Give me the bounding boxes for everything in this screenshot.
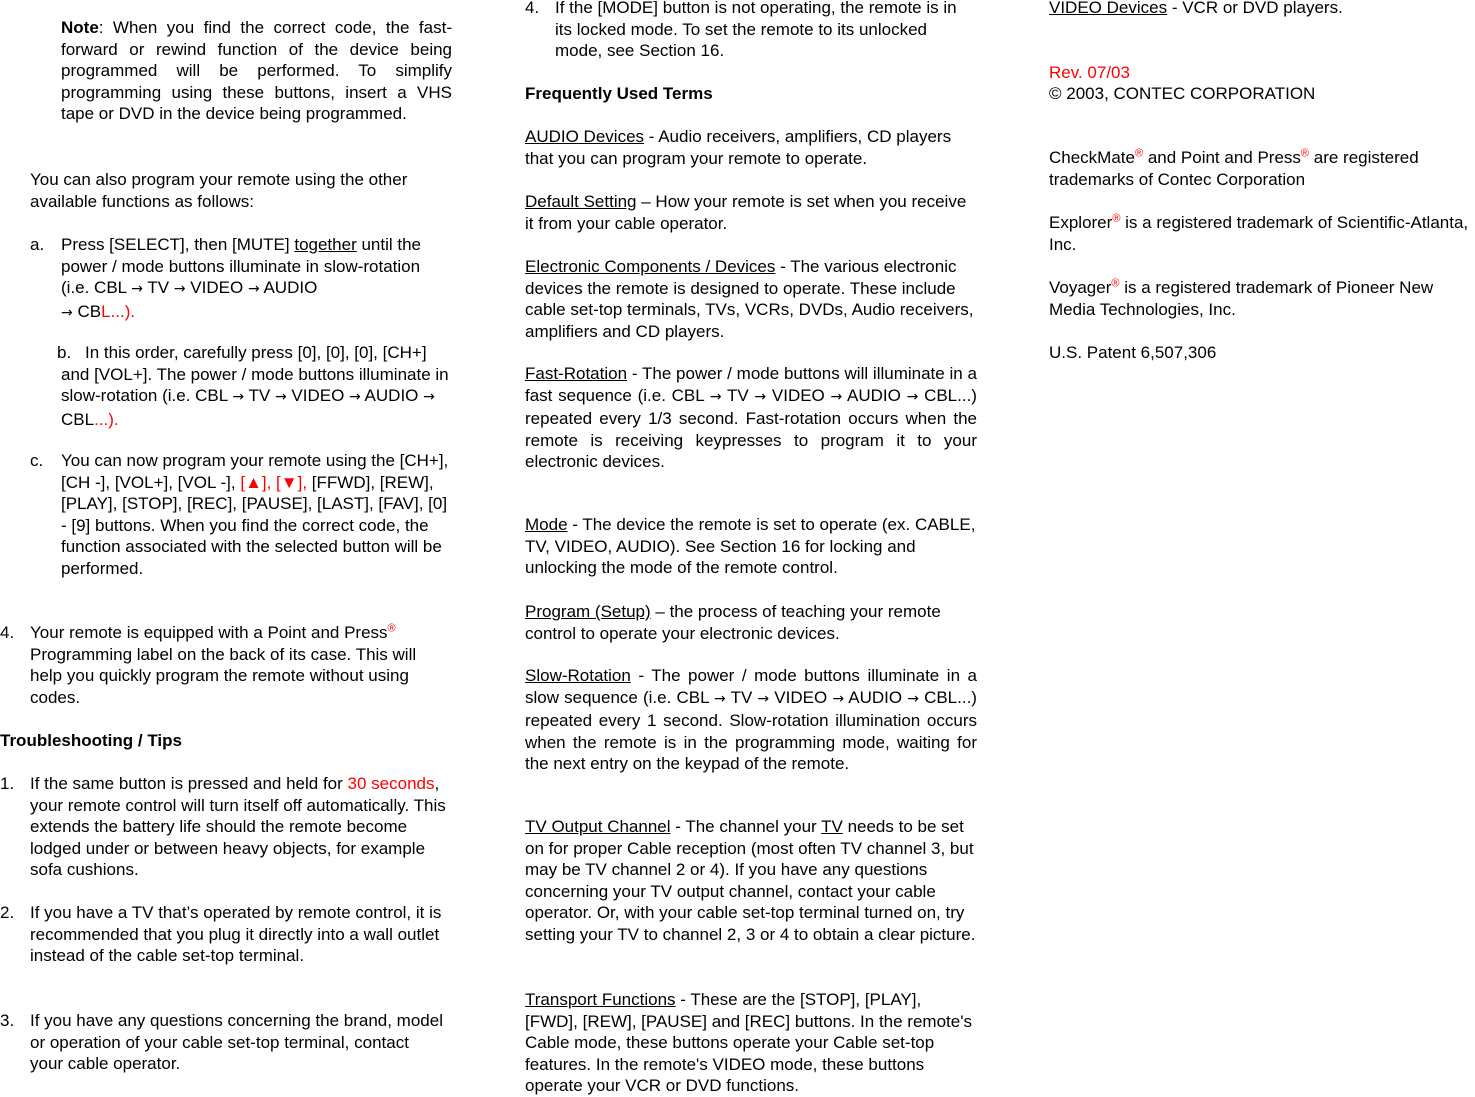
arrow-right-icon: → xyxy=(757,690,770,707)
step-c-text: You can now program your remote using the [CH+], [CH -], [VOL+], [VOL -], [▲], [▼], [FFWD], [REW], [PLAY], [STOP], [REC], [PAUSE], [LAST], [FAV], [0] - [9] buttons. When you find the correct code, the function associated with the selected button will be performed. xyxy=(61,451,449,578)
tip-2-text: If you have a TV that’s operated by remote control, it is recommended that you plug it directly into a wall outlet instead of the cable set-top terminal. xyxy=(30,903,442,966)
term-label: VIDEO Devices xyxy=(1049,0,1168,17)
term-tv-output-channel: TV Output Channel - The channel your TV needs to be set on for proper Cable reception (most often TV channel 3, but may be TV channel 2 or 4). If you have any questions concerning your TV output channel, contact your cable operator. Or, with your cable set-top terminal turned on, try setting your TV to channel 2, 3 or 4 to obtain a clear picture. xyxy=(525,817,976,944)
term-audio-devices: AUDIO Devices - Audio receivers, amplifiers, CD players that you can program your remote to operate. xyxy=(525,127,952,168)
step-b-text: In this order, carefully press [0], [0], [0], [CH+] and [VOL+]. The power / mode buttons illuminate in slow-rotation (i.e. CBL → TV → VIDEO → AUDIO → CBL...). xyxy=(61,343,449,429)
term-label: AUDIO Devices xyxy=(525,127,645,146)
arrow-right-icon: → xyxy=(906,388,919,405)
trademark-voyager: Voyager® is a registered trademark of Pioneer New Media Technologies, Inc. xyxy=(1049,277,1434,319)
term-fast-rotation: Fast-Rotation - The power / mode buttons will illuminate in a fast sequence (i.e. CBL → TV → VIDEO → AUDIO → CBL...) repeated every 1/3 second. Fast-rotation occurs when the remote is receiving keypresses to program it to your electronic devices. xyxy=(525,364,977,472)
registered-mark: ® xyxy=(1111,277,1120,290)
step-c xyxy=(30,450,452,580)
term-label: Default Setting xyxy=(525,192,637,211)
registered-mark: ® xyxy=(387,622,396,635)
tip-4-marker: 4. xyxy=(525,0,540,17)
arrow-right-icon: → xyxy=(714,690,726,707)
term-transport-functions: Transport Functions - These are the [STOP], [PLAY], [FWD], [REW], [PAUSE] and [REC] buttons. In the remote's Cable mode, these buttons operate your Cable set-top features. In the remote's VIDEO mode, these buttons operate your VCR or DVD functions. xyxy=(525,990,972,1096)
arrow-right-icon: → xyxy=(131,281,143,298)
registered-mark: ® xyxy=(1134,147,1144,160)
tip-1-text: If the same button is pressed and held for 30 seconds, your remote control will turn itself off automatically. This extends the battery life should the remote become lodged under or between heavy objects, for example sofa cushions. xyxy=(30,774,446,880)
trademark-explorer: Explorer® is a registered trademark of Scientific-Atlanta, Inc. xyxy=(1049,212,1469,254)
term-label: Fast-Rotation xyxy=(525,364,628,383)
item-4-marker: 4. xyxy=(0,623,15,642)
tip-3 xyxy=(0,1010,452,1075)
terms-heading: Frequently Used Terms xyxy=(525,84,713,103)
tip-4-text: If the [MODE] button is not operating, the remote is in its locked mode. To set the remote to its unlocked mode, see Section 16. xyxy=(555,0,957,61)
term-label: Program (Setup) xyxy=(525,602,651,621)
term-label: Mode xyxy=(525,515,568,534)
item-4-text: Your remote is equipped with a Point and Press® Programming label on the back of its case. This will help you quickly program the remote without using codes. xyxy=(30,622,417,707)
note-paragraph xyxy=(61,17,452,125)
trademark-checkmate: CheckMate® and Point and Press® are registered trademarks of Contec Corporation xyxy=(1049,147,1419,189)
arrow-right-icon: → xyxy=(274,389,287,406)
arrow-right-icon: → xyxy=(232,389,245,406)
copyright: © 2003, CONTEC CORPORATION xyxy=(1049,84,1316,103)
tip-2 xyxy=(0,902,452,967)
arrow-right-icon: → xyxy=(754,388,767,405)
note-text: : When you find the correct code, the fast-forward or rewind function of the device being programmed will be performed. To simplify programming using these buttons, insert a VHS tape or DVD in the device being programmed. xyxy=(61,18,452,124)
arrow-right-icon: → xyxy=(247,281,260,298)
term-mode: Mode - The device the remote is set to operate (ex. CABLE, TV, VIDEO, AUDIO). See Section 16 for locking and unlocking the mode of the remote control. xyxy=(525,515,976,578)
tip-4 xyxy=(525,0,977,62)
term-label: Slow-Rotation xyxy=(525,666,631,685)
term-electronic-components: Electronic Components / Devices - The various electronic devices the remote is designed to operate. These include cable set-top terminals, TVs, VCRs, DVDs, Audio receivers, amplifiers and CD players. xyxy=(525,257,974,341)
term-program-setup: Program (Setup) – the process of teaching your remote control to operate your electronic devices. xyxy=(525,602,941,643)
arrow-right-icon: → xyxy=(709,388,722,405)
also-program-paragraph: You can also program your remote using the other available functions as follows: xyxy=(30,170,408,211)
arrow-right-icon: → xyxy=(61,304,73,321)
arrow-right-icon: → xyxy=(173,281,186,298)
step-c-marker: c. xyxy=(30,451,44,470)
arrow-right-icon: → xyxy=(830,388,843,405)
term-label: Transport Functions xyxy=(525,990,676,1009)
step-a xyxy=(30,234,452,324)
term-label: TV Output Channel xyxy=(525,817,671,836)
tip-2-marker: 2. xyxy=(0,903,15,922)
tip-1 xyxy=(0,773,452,881)
registered-mark: ® xyxy=(1300,147,1310,160)
term-video-devices: VIDEO Devices - VCR or DVD players. xyxy=(1049,0,1343,17)
note-label: Note xyxy=(61,18,99,37)
troubleshooting-heading: Troubleshooting / Tips xyxy=(0,731,182,750)
arrow-right-icon: → xyxy=(832,690,845,707)
registered-mark: ® xyxy=(1112,212,1121,225)
arrow-right-icon: → xyxy=(423,389,435,406)
step-b-marker: b. xyxy=(57,343,72,362)
step-a-marker: a. xyxy=(30,235,45,254)
tip-1-marker: 1. xyxy=(0,774,15,793)
arrow-right-icon: → xyxy=(349,389,361,406)
revision: Rev. 07/03 xyxy=(1049,63,1130,82)
arrow-right-icon: → xyxy=(907,690,919,707)
term-slow-rotation: Slow-Rotation - The power / mode buttons illuminate in a slow sequence (i.e. CBL → TV → VIDEO → AUDIO → CBL...) repeated every 1 second. Slow-rotation illumination occurs when the remote is in the programming mode, waiting for the next entry on the keypad of the remote. xyxy=(525,666,977,774)
term-default-setting: Default Setting – How your remote is set when you receive it from your cable operator. xyxy=(525,192,967,233)
patent: U.S. Patent 6,507,306 xyxy=(1049,343,1217,362)
tip-3-text: If you have any questions concerning the brand, model or operation of your cable set-top terminal, contact your cable operator. xyxy=(30,1011,443,1074)
step-b xyxy=(30,342,452,430)
tip-3-marker: 3. xyxy=(0,1011,15,1030)
step-a-text: Press [SELECT], then [MUTE] together until the power / mode buttons illuminate in slow-rotation (i.e. CBL → TV → VIDEO → AUDIO → CBL...). xyxy=(61,235,421,321)
term-label: Electronic Components / Devices xyxy=(525,257,776,276)
item-4 xyxy=(0,622,452,708)
